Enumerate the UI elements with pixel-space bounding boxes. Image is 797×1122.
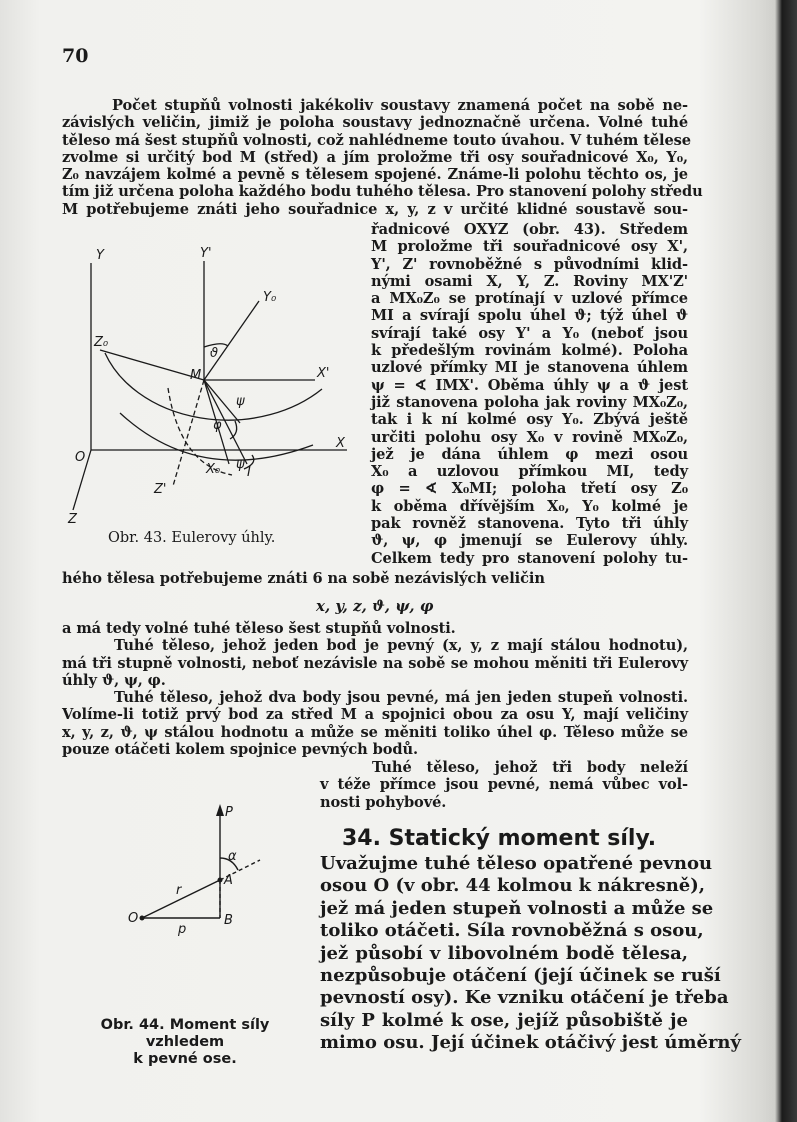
text-line: nezpůsobuje otáčení (její účinek se ruší <box>320 965 721 987</box>
text-line: úhly ϑ, ψ, φ. <box>62 671 166 689</box>
paragraph-static-moment <box>320 853 741 1055</box>
label-Z-prime: Z' <box>154 482 167 497</box>
text-line: pak rovněž stanovena. Tyto tři úhly <box>371 515 688 533</box>
label-psi-small: ψ <box>236 457 245 472</box>
label-p: p <box>178 922 187 937</box>
label-Y-prime: Y' <box>200 246 212 261</box>
text-line: Z₀ navzájem kolmé a pevně s tělesem spojené. Známe-li polohu těchto os, je <box>62 166 688 184</box>
text-line: mimo osu. Její účinek otáčivý jest úměrný <box>320 1032 741 1054</box>
point-O <box>140 916 145 921</box>
text-line: pevností osy). Ke vzniku otáčení je třeba <box>320 987 729 1009</box>
caption-line: Obr. 44. Moment síly vzhledem <box>100 1017 270 1050</box>
text-line: Počet stupňů volnosti jakékoliv soustavy znamená počet na sobě ne- <box>112 97 688 114</box>
label-X: X <box>336 436 345 451</box>
text-line: X₀ a uzlovou přímkou MI, tedy <box>371 463 688 481</box>
text-line: Celkem tedy pro stanovení polohy tu- <box>371 549 688 567</box>
text-line: Uvažujme tuhé těleso opatřené pevnou <box>320 853 713 874</box>
figure-43-euler-angles <box>60 243 360 528</box>
caption-line: k pevné ose. <box>133 1051 237 1067</box>
text-line: uzlové přímky MI je stanovena úhlem <box>371 359 688 377</box>
text-line: Y', Z' rovnoběžné s původními klid- <box>371 255 688 273</box>
text-line: svírají také osy Y' a Y₀ (neboť jsou <box>371 324 688 342</box>
text-line: a MX₀Z₀ se protínají v uzlové přímce <box>371 290 688 308</box>
text-line: síly P kolmé k ose, jejíž působiště je <box>320 1009 688 1031</box>
label-phi: φ <box>213 418 222 433</box>
text-line: M proložme tři souřadnicové osy X', <box>371 238 688 256</box>
label-X-prime: X' <box>317 366 330 381</box>
text-line: Tuhé těleso, jehož jeden bod je pevný (x, y, z mají stálou hodnotu), <box>114 637 688 655</box>
label-P: P <box>225 805 233 820</box>
label-alpha: α <box>228 849 237 864</box>
text-line: Tuhé těleso, jehož tři body neleží <box>372 759 688 776</box>
text-line: jež je dána úhlem φ mezi osou <box>371 445 688 463</box>
text-line: k předešlým rovinám kolmé). Poloha <box>371 342 688 360</box>
figure-44-moment <box>110 800 280 950</box>
text-line: již stanovena poloha jak roviny MX₀Z₀, <box>371 393 688 411</box>
section-heading: 34. Statický moment síly. <box>342 826 657 851</box>
page-number: 70 <box>62 45 89 67</box>
label-Z0: Z₀ <box>94 335 109 350</box>
axis-z0-line <box>100 350 204 380</box>
paragraph-euler-side <box>371 221 688 567</box>
text-line: těleso má šest stupňů volnosti, což nahlédneme touto úvahou. V tuhém tělese <box>62 131 691 149</box>
text-line: M potřebujeme znáti jeho souřadnice x, y, z v určité klidné soustavě sou- <box>62 200 688 218</box>
label-O: O <box>75 450 86 465</box>
label-psi: ψ <box>236 394 245 409</box>
axis-y0-line <box>204 301 259 380</box>
label-Y: Y <box>96 248 104 263</box>
label-r: r <box>176 883 182 898</box>
text-line: řadnicové OXYZ (obr. 43). Středem <box>371 221 688 238</box>
point-A <box>218 878 223 883</box>
label-I: I <box>247 465 251 480</box>
text-line: tím již určena poloha každého bodu tuhého tělesa. Pro stanovení polohy středu <box>62 183 703 201</box>
text-line: x, y, z, ϑ, ψ stálou hodnotu a může se měniti toliko úhel φ. Těleso může se <box>62 723 688 741</box>
text-line: k oběma dřívějším X₀, Y₀ kolmé je <box>371 497 688 515</box>
text-line: toliko otáčeti. Síla rovnoběžná s osou, <box>320 920 704 942</box>
label-M: M <box>190 368 202 383</box>
label-A: A <box>224 873 233 888</box>
text-line: zvolme si určitý bod M (střed) a jím proložme tři osy souřadnicové X₀, Y₀, <box>62 148 688 166</box>
figure-43-caption: Obr. 43. Eulerovy úhly. <box>108 530 276 546</box>
label-B: B <box>224 913 233 928</box>
text-line: a má tedy volné tuhé těleso šest stupňů volnosti. <box>62 620 456 637</box>
text-line-full <box>62 570 582 587</box>
label-Z: Z <box>68 512 77 527</box>
text-line: ψ = ∢ IMX'. Oběma úhly ψ a ϑ jest <box>371 376 688 394</box>
text-line: závislých veličin, jimiž je poloha soustavy jednoznačně určena. Volné tuhé <box>62 114 688 132</box>
text-line: jež má jeden stupeň volnosti a může se <box>320 897 714 919</box>
paragraph-degrees-of-freedom <box>62 97 703 218</box>
figure-44-caption <box>62 1017 308 1068</box>
text-line: Tuhé těleso, jehož dva body jsou pevné, má jen jeden stupeň volnosti. <box>114 689 688 707</box>
text-line: tak i k ní kolmé osy Y₀. Zbývá ještě <box>371 411 688 429</box>
axis-z-prime-line <box>173 380 204 486</box>
text-line: pouze otáčeti kolem spojnice pevných bodů. <box>62 741 418 759</box>
angle-phi-arc <box>230 421 237 439</box>
text-line: MI a svírají spolu úhel ϑ; týž úhel ϑ <box>371 307 688 325</box>
label-X0: X₀ <box>206 462 221 477</box>
paragraph-three-points <box>320 759 688 811</box>
label-theta: ϑ <box>210 346 219 361</box>
text-line: jež působí v libovolném bodě tělesa, <box>320 942 688 964</box>
text-line: osou O (v obr. 44 kolmou k nákresně), <box>320 875 706 897</box>
text-line: φ = ∢ X₀MI; poloha třetí osy Z₀ <box>371 480 688 498</box>
text-line: určiti polohu osy X₀ v rovině MX₀Z₀, <box>371 428 688 446</box>
force-arrow-head <box>216 804 224 816</box>
text-line: nými osami X, Y, Z. Roviny MX'Z' <box>371 272 688 290</box>
text-line: má tři stupně volnosti, neboť nezávisle na sobě se mohou měniti tři Eulerovy <box>62 654 688 672</box>
formula-six-variables: x, y, z, ϑ, ψ, φ <box>316 597 434 615</box>
label-Y0: Y₀ <box>263 290 277 305</box>
text-line: Volíme-li totiž prvý bod za střed M a spojnici obou za osu Y, mají veličiny <box>62 706 688 724</box>
text-line: ϑ, ψ, φ jmenují se Eulerovy úhly. <box>371 532 688 550</box>
text-line: v téže přímce jsou pevné, nemá vůbec vol- <box>320 776 688 794</box>
label-O: O <box>128 911 139 926</box>
text-line: hého tělesa potřebujeme znáti 6 na sobě nezávislých veličin <box>62 570 545 587</box>
text-line: nosti pohybové. <box>320 793 447 811</box>
paragraph-rigid-body <box>62 620 688 758</box>
